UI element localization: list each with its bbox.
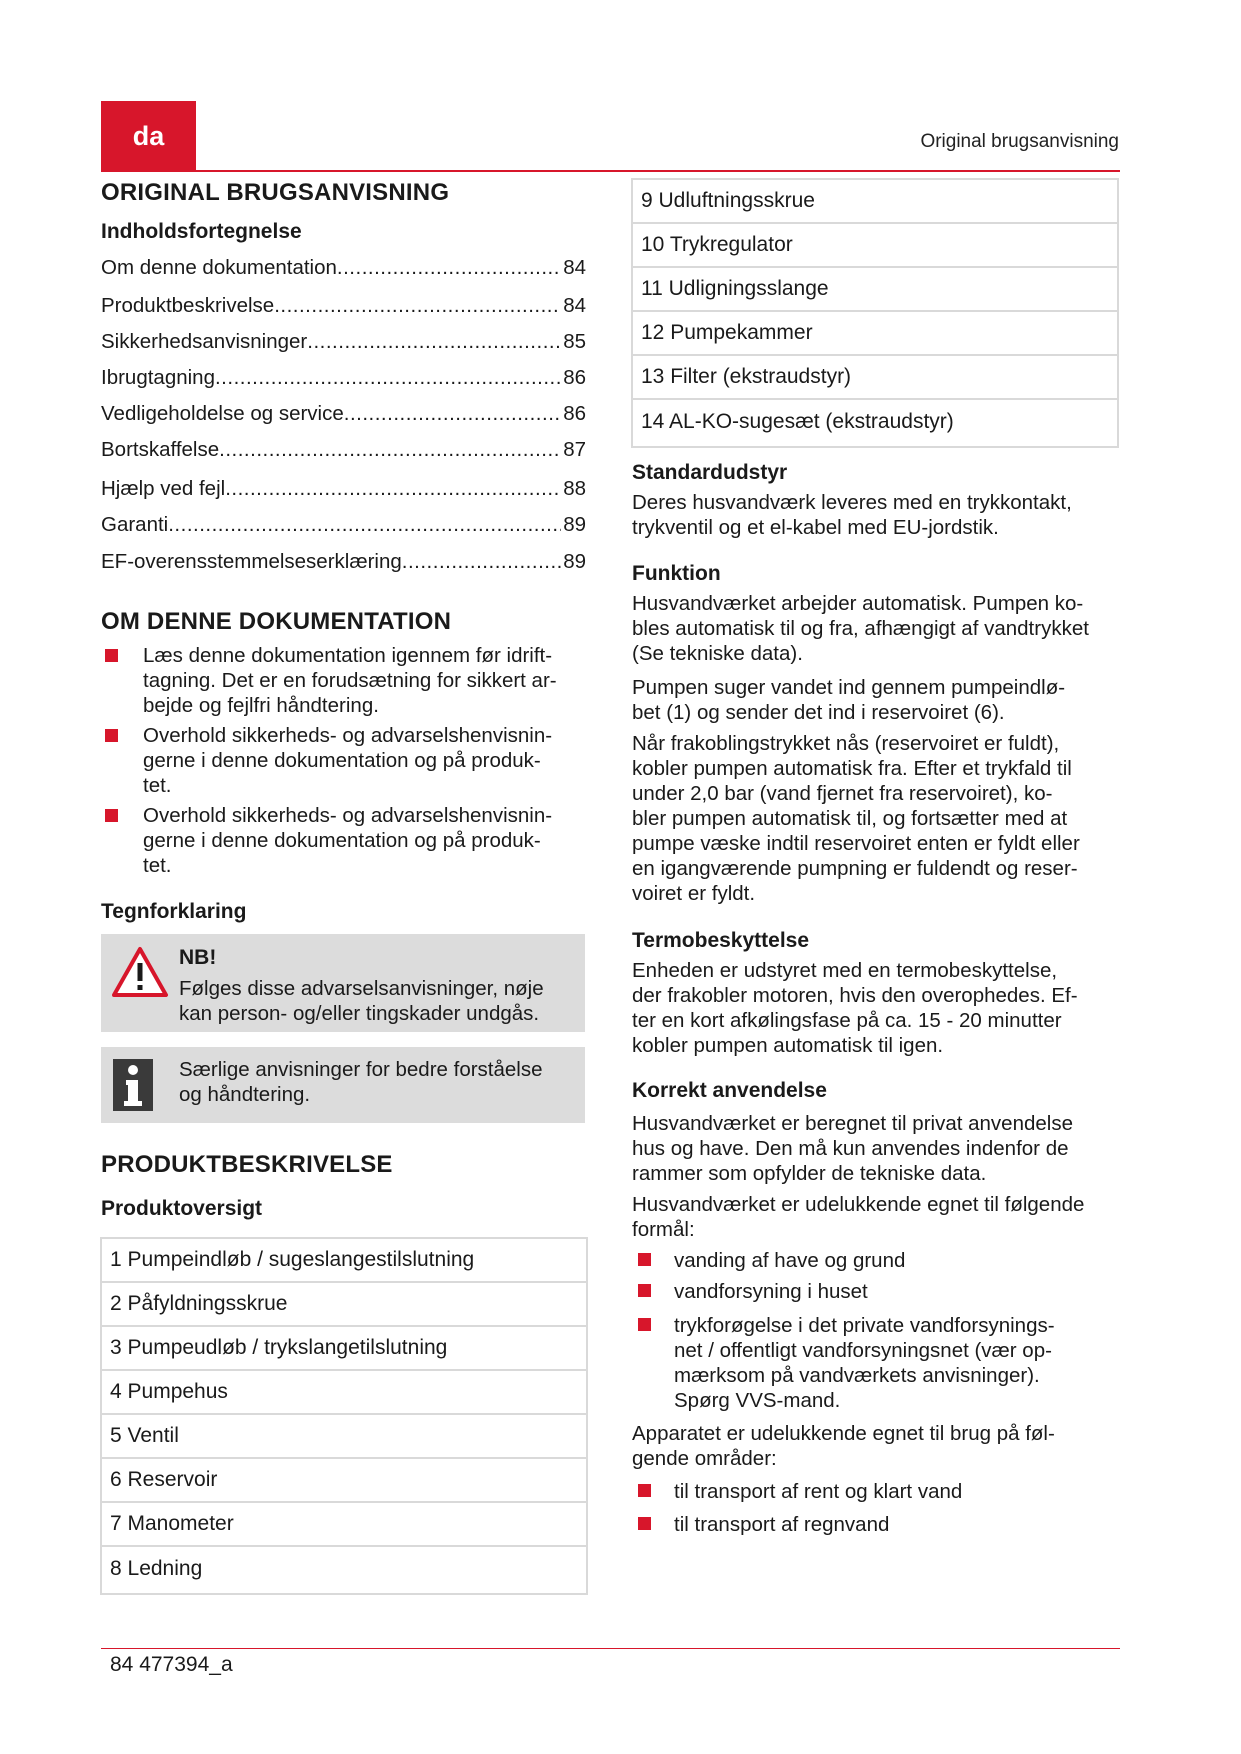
table-row: 11 Udligningsslange — [633, 268, 1117, 312]
standard-text: Deres husvandværk leveres med en trykkontakt, trykventil og et el-kabel med EU-jordstik. — [632, 491, 1072, 539]
use-paragraph: Apparatet er udelukkende egnet til brug på føl- gende områder: — [632, 1422, 1055, 1470]
toc-entry[interactable] — [101, 477, 586, 501]
toc-label: Hjælp ved fejl — [101, 477, 226, 500]
list-item: Overhold sikkerheds- og advarselshenvisnin- gerne i denne dokumentation og på produk- tet. — [143, 724, 553, 797]
legend-heading: Tegnforklaring — [101, 900, 247, 923]
language-tab — [101, 101, 196, 171]
bullet-marker — [638, 1517, 651, 1530]
standard-heading: Standardudstyr — [632, 461, 788, 484]
toc-label: Ibrugtagning — [101, 366, 215, 389]
toc-entry[interactable] — [101, 366, 586, 390]
table-row: 10 Trykregulator — [633, 224, 1117, 268]
toc-entry[interactable] — [101, 294, 586, 318]
table-row: 4 Pumpehus — [102, 1371, 586, 1415]
info-box — [101, 1047, 585, 1123]
toc-page: 84 — [563, 294, 586, 317]
table-row: 13 Filter (ekstraudstyr) — [633, 356, 1117, 400]
running-header-title: Original brugsanvisning — [920, 131, 1119, 152]
table-row: 2 Påfyldningsskrue — [102, 1283, 586, 1327]
footer-rule — [101, 1648, 1120, 1649]
toc-label: Vedligeholdelse og service — [101, 402, 344, 425]
table-row: 3 Pumpeudløb / trykslangetilslutning — [102, 1327, 586, 1371]
toc-heading: Indholdsfortegnelse — [101, 220, 302, 243]
section-title-about: OM DENNE DOKUMENTATION — [101, 608, 452, 635]
table-row: 1 Pumpeindløb / sugeslangestilslutning — [102, 1239, 586, 1283]
toc-entry[interactable] — [101, 438, 586, 462]
toc-label: Produktbeskrivelse — [101, 294, 275, 317]
table-row: 12 Pumpekammer — [633, 312, 1117, 356]
use-heading: Korrekt anvendelse — [632, 1079, 827, 1102]
toc-label: Garanti — [101, 513, 169, 536]
section-title-product: PRODUKTBESKRIVELSE — [101, 1151, 393, 1178]
page-number: 84 477394_a — [110, 1653, 233, 1676]
table-row: 14 AL-KO-sugesæt (ekstraudstyr) — [641, 410, 954, 433]
function-paragraph: Husvandværket arbejder automatisk. Pumpen ko- bles automatisk til og fra, afhængigt af vandtrykket (Se tekniske data). — [632, 592, 1089, 665]
bullet-marker — [638, 1284, 651, 1297]
toc-entry[interactable] — [101, 550, 586, 574]
list-item: vanding af have og grund — [674, 1249, 906, 1272]
toc-label: EF-overensstemmelseserklæring — [101, 550, 402, 573]
bullet-marker — [638, 1484, 651, 1497]
list-item: Læs denne dokumentation igennem før idrift- tagning. Det er en forudsætning for sikkert ar- bejde og fejlfri håndtering. — [143, 644, 557, 717]
table-row: 5 Ventil — [102, 1415, 586, 1459]
bullet-marker — [105, 649, 118, 662]
thermo-text: Enheden er udstyret med en termobeskyttelse, der frakobler motoren, hvis den overophedes. Ef- ter en kort afkølingsfase på ca. 15 - 20 minutter kobler pumpen automatisk til igen. — [632, 959, 1078, 1057]
info-icon — [113, 1059, 153, 1111]
header-rule — [101, 170, 1120, 172]
bullet-marker — [105, 809, 118, 822]
toc-entry[interactable] — [101, 330, 586, 354]
parts-table-right — [631, 178, 1119, 448]
list-item: vandforsyning i huset — [674, 1280, 868, 1303]
list-item: trykforøgelse i det private vandforsynings- net / offentligt vandforsyningsnet (vær op- mærksom på vandværkets anvisninger). Spørg VVS-mand. — [674, 1314, 1055, 1412]
toc-entry[interactable] — [101, 256, 586, 280]
thermo-heading: Termobeskyttelse — [632, 929, 810, 952]
bullet-marker — [105, 729, 118, 742]
parts-table-left — [100, 1237, 588, 1595]
toc-page: 88 — [563, 477, 586, 500]
function-paragraph: Pumpen suger vandet ind gennem pumpeindlø- bet (1) og sender det ind i reservoiret (6). — [632, 676, 1066, 724]
toc-page: 86 — [563, 366, 586, 389]
toc-label: Bortskaffelse — [101, 438, 220, 461]
toc-page: 86 — [563, 402, 586, 425]
toc-page: 89 — [563, 550, 586, 573]
table-row: 7 Manometer — [102, 1503, 586, 1547]
language-code: da — [132, 120, 165, 151]
list-item: til transport af rent og klart vand — [674, 1480, 963, 1503]
bullet-marker — [638, 1253, 651, 1266]
bullet-marker — [638, 1318, 651, 1331]
document-title: ORIGINAL BRUGSANVISNING — [101, 179, 450, 206]
toc-label: Om denne dokumentation — [101, 256, 337, 279]
toc-label: Sikkerhedsanvisninger — [101, 330, 308, 353]
function-heading: Funktion — [632, 562, 721, 585]
overview-heading: Produktoversigt — [101, 1197, 263, 1220]
toc-entry[interactable] — [101, 402, 586, 426]
warning-triangle-icon — [111, 946, 169, 998]
use-paragraph: Husvandværket er beregnet til privat anvendelse hus og have. Den må kun anvendes indenfor de rammer som opfylder de tekniske data. — [632, 1112, 1073, 1185]
table-row: 6 Reservoir — [102, 1459, 586, 1503]
use-paragraph: Husvandværket er udelukkende egnet til følgende formål: — [632, 1193, 1085, 1241]
info-text: Særlige anvisninger for bedre forståelse og håndtering. — [179, 1058, 543, 1106]
warning-title: NB! — [179, 946, 217, 969]
toc-page: 84 — [563, 256, 586, 279]
function-paragraph: Når frakoblingstrykket nås (reservoiret er fuldt), kobler pumpen automatisk fra. Efter et trykfald til under 2,0 bar (vand fjernet fra reservoiret), ko- bler pumpen automatisk til, og fortsætter med at pumpe væske indtil reservoiret enten er fyldt eller en igangværende pumpning er fuldendt og reser- voiret er fyldt. — [632, 732, 1080, 905]
table-row: 9 Udluftningsskrue — [633, 180, 1117, 224]
toc-page: 85 — [563, 330, 586, 353]
toc-entry[interactable] — [101, 513, 586, 537]
list-item: til transport af regnvand — [674, 1513, 890, 1536]
warning-text: Følges disse advarselsanvisninger, nøje kan person- og/eller tingskader undgås. — [179, 977, 544, 1025]
toc-page: 89 — [563, 513, 586, 536]
table-row: 8 Ledning — [110, 1557, 203, 1580]
toc-page: 87 — [563, 438, 586, 461]
list-item: Overhold sikkerheds- og advarselshenvisnin- gerne i denne dokumentation og på produk- tet. — [143, 804, 553, 877]
warning-box — [101, 934, 585, 1032]
